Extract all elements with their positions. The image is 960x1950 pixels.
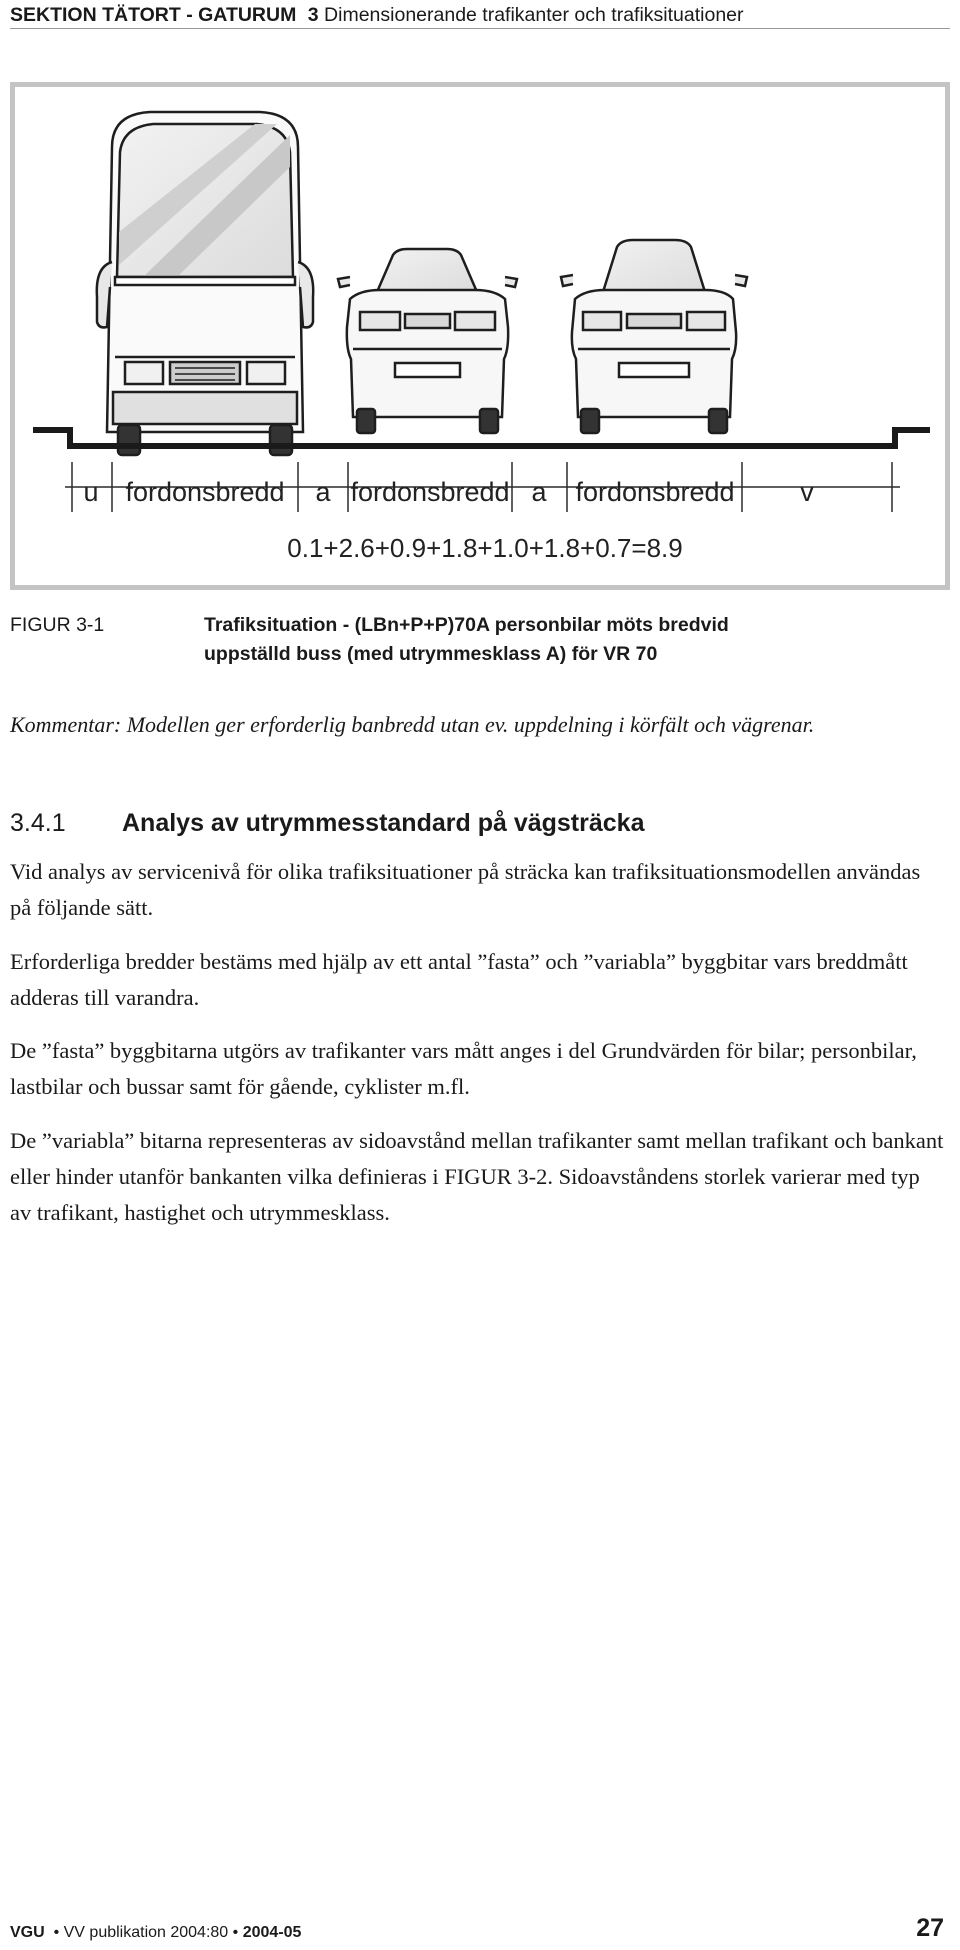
- dim-label-a-2: a: [531, 477, 547, 507]
- dim-label-a-1: a: [315, 477, 331, 507]
- figure-title-line-1: Trafiksituation - (LBn+P+P)70A personbilar möts bredvid: [204, 614, 729, 636]
- comment-note: [10, 706, 945, 743]
- section-title: Analys av utrymmesstandard på vägsträcka: [122, 809, 645, 837]
- dim-label-car2-width: fordonsbredd: [575, 477, 735, 507]
- section-number: 3.4.1: [10, 809, 66, 837]
- running-header: [10, 2, 950, 30]
- footer-org: VGU: [10, 1924, 45, 1941]
- section-heading: [10, 806, 940, 840]
- header-chapter-title: Dimensionerande trafikanter och trafiksituationer: [324, 4, 744, 26]
- figure-title-line-2: uppställd buss (med utrymmesklass A) för VR 70: [204, 643, 658, 665]
- footer-date: 2004-05: [242, 1924, 302, 1941]
- paragraph-2: Erforderliga bredder bestäms med hjälp av ett antal ”fasta” och ”variabla” byggbitar vars breddmått adderas till varandra.: [10, 949, 908, 1010]
- figure-title: [204, 611, 944, 669]
- width-formula: 0.1+2.6+0.9+1.8+1.0+1.8+0.7=8.9: [287, 533, 683, 563]
- dim-label-bus-width: fordonsbredd: [125, 477, 285, 507]
- car-2-drawing: [561, 240, 747, 433]
- paragraph-4: De ”variabla” bitarna representeras av sidoavstånd mellan trafikanter samt mellan trafikant och bankant eller hinder utanför bankanten vilka definieras i FIGUR 3-2. Sidoavståndens storlek varierar med typ av trafikant, hastighet och utrymmesklass.: [10, 1128, 944, 1225]
- footer-bullet-2: •: [232, 1924, 239, 1941]
- bus-drawing: [97, 112, 313, 455]
- header-rule: [10, 28, 950, 29]
- page-footer: [10, 1923, 301, 1943]
- paragraph-1: Vid analys av servicenivå för olika trafiksituationer på sträcka kan trafiksituationsmodellen användas på följande sätt.: [10, 859, 921, 920]
- page-number: 27: [916, 1914, 944, 1942]
- header-chapter-number: 3: [307, 4, 319, 26]
- comment-text: Modellen ger erforderlig banbredd utan ev. uppdelning i körfält och vägrenar.: [126, 712, 815, 737]
- comment-prefix: Kommentar:: [10, 712, 122, 737]
- dim-label-car1-width: fordonsbredd: [350, 477, 510, 507]
- footer-bullet-1: •: [53, 1924, 60, 1941]
- dim-label-u: u: [83, 477, 99, 507]
- figure-3-1: [10, 82, 950, 590]
- figure-label: FIGUR 3-1: [10, 614, 105, 636]
- dim-label-v: v: [800, 477, 814, 507]
- footer-publication: VV publikation 2004:80: [63, 1924, 229, 1941]
- traffic-diagram: [15, 87, 945, 585]
- header-section: SEKTION TÄTORT - GATURUM: [10, 4, 297, 26]
- paragraph-3: De ”fasta” byggbitarna utgörs av trafikanter vars mått anges i del Grundvärden för bilar; personbilar, lastbilar och bussar samt för gående, cyklister m.fl.: [10, 1038, 917, 1099]
- car-1-drawing: [338, 249, 517, 433]
